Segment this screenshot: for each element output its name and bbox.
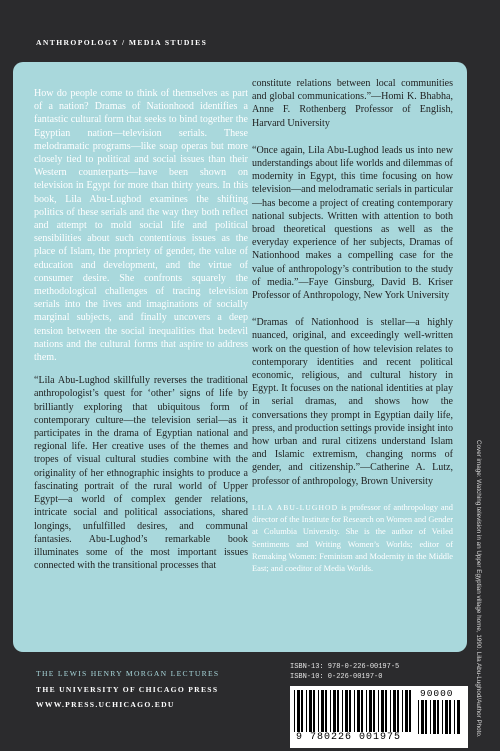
barcode-stripe (297, 690, 300, 732)
isbn-10: ISBN-10: 0-226-00197-0 (290, 672, 383, 681)
barcode-stripe (390, 690, 391, 732)
blurb-bhabha-continued: constitute relations between local communities and global communications.”—Homi K. Bhabha, Anne F. Rothenberg Professor of English, Harvard University (252, 78, 453, 129)
barcode-stripe (345, 690, 348, 732)
barcode-stripe (361, 690, 363, 732)
barcode-stripe (397, 690, 399, 732)
barcode-stripe (330, 690, 331, 732)
barcode-stripe (381, 690, 384, 732)
barcode-stripe (457, 700, 460, 734)
barcode-stripe (437, 700, 439, 734)
lecture-series: THE LEWIS HENRY MORGAN LECTURES (36, 669, 220, 678)
barcode-stripe (402, 690, 403, 732)
barcode-stripe (378, 690, 379, 732)
publisher-footer (36, 666, 219, 713)
barcode-stripe (357, 690, 360, 732)
barcode-stripe (318, 690, 319, 732)
barcode-bars (294, 690, 414, 732)
publisher-website: WWW.PRESS.UCHICAGO.EDU (36, 700, 175, 709)
barcode-stripe (337, 690, 339, 732)
barcode-stripe (306, 690, 307, 732)
barcode-stripe (373, 690, 375, 732)
right-column (252, 77, 453, 576)
series-label: ANTHROPOLOGY / MEDIA STUDIES (36, 38, 208, 47)
barcode-stripe (385, 690, 387, 732)
barcode-stripe (325, 690, 327, 732)
barcode-stripe (421, 700, 424, 734)
isbn-13: ISBN-13: 978-0-226-00197-5 (290, 663, 400, 671)
barcode-stripe (425, 700, 427, 734)
cover-image-credit: Cover image: Watching television in an Upper Egyptian village home, 1990. Lila Abu-Lughod/Author Photo. (475, 440, 482, 738)
author-bio-text: is professor of anthropology and director of the Institute for Research on Women and Gender at Columbia University. She is the author of Veiled Sentiments and Writing Women’s Worlds; editor of Remaking Women: Feminism and Modernity in the Middle East; and coeditor of Media Worlds. (252, 502, 453, 574)
barcode-stripe (369, 690, 372, 732)
barcode-stripe (449, 700, 451, 734)
barcode (290, 686, 468, 748)
barcode-stripe (333, 690, 336, 732)
price-code: 90000 (420, 688, 454, 699)
barcode-stripe (442, 700, 443, 734)
barcode-stripe (445, 700, 448, 734)
barcode-stripe (366, 690, 367, 732)
barcode-stripe (309, 690, 312, 732)
barcode-stripe (294, 690, 295, 732)
barcode-number: 9 780226 001975 (296, 732, 402, 743)
left-column (34, 87, 248, 572)
book-summary: How do people come to think of themselves as part of a nation? Dramas of Nationhood identifies a fantastic cultural form that seeks to bind together the Egyptian nation—television serials. These melodramatic programs—like soap operas but more closely tied to political and social issues than their Western counterparts—have been shown on television in Egypt for more than thirty years. In this book, Lila Abu-Lughod examines the shifting politics of these serials and the way they both reflect and attempt to mold social life and political sensibilities about such contentious issues as the place of Islam, the propriety of gender, the value of education and development, and the virtue of consumer desire. She confronts squarely the methodological challenges of tracing television serials into the lives and imaginations of socially marginal subjects, and finally uncovers a deep tension between the social inequalities that bedevil nations and the cultural forms that aspire to address them. (34, 88, 248, 364)
barcode-stripe (301, 690, 303, 732)
barcode-stripe (418, 700, 419, 734)
barcode-stripe (342, 690, 343, 732)
barcode-stripe (354, 690, 355, 732)
author-bio (252, 502, 453, 576)
barcode-stripe (405, 690, 408, 732)
price-barcode-bars (418, 700, 462, 734)
barcode-stripe (349, 690, 351, 732)
publisher-name: THE UNIVERSITY OF CHICAGO PRESS (36, 684, 219, 694)
blurb-ginsburg: “Once again, Lila Abu-Lughod leads us into new understandings about life worlds and dilemmas of modernity in Egypt, this time focusing on how television—and melodramatic serials in particular—has become a project of creating contemporary national subjects. Written with attention to both broad theoretical questions as well as the everyday experience of her subjects, Dramas of Nationhood makes a compelling case for the value of anthropology’s contribution to the study of media.”—Faye Ginsburg, David B. Kriser Professor of Anthropology, New York University (252, 144, 453, 302)
barcode-stripe (430, 700, 431, 734)
blurb-lutz: “Dramas of Nationhood is stellar—a highly nuanced, original, and exceedingly well-written work on the question of how television relates to contemporary identities and recent political economic, religious, and cultural history in Egypt. It focuses on the national identities at play in serial dramas, and shows how the conversations they prompt in Egyptian daily life, press, and production settings provide insight into how urban and rural citizens understand Islam and Islamic extremism, changing norms of gender, and citizenship.”—Catherine A. Lutz, professor of anthropology, Brown University (252, 317, 453, 487)
barcode-stripe (409, 690, 411, 732)
barcode-stripe (313, 690, 315, 732)
barcode-stripe (433, 700, 436, 734)
barcode-stripe (454, 700, 455, 734)
barcode-stripe (321, 690, 324, 732)
author-name: LILA ABU-LUGHOD (252, 502, 339, 512)
barcode-stripe (393, 690, 396, 732)
isbn-block (290, 663, 399, 682)
blurb-bhabha: “Lila Abu-Lughod skillfully reverses the traditional anthropologist’s quest for ‘other’ signs of life by brilliantly exploring that ubiquitous form of contemporary culture—the television serial—as it participates in the drama of Egyptian national and regional life. Her creative uses of the themes and tropes of visual cultural studies combine with the originality of her ethnographic insights to produce a fascinating portrait of the rural world of Upper Egypt—a world of complex gender relations, intricate social and political associations, shared longings, unfulfilled desires, and communal fantasies. Abu-Lughod’s remarkable book illuminates some of the most important issues connected with the transitional processes that (34, 375, 248, 572)
